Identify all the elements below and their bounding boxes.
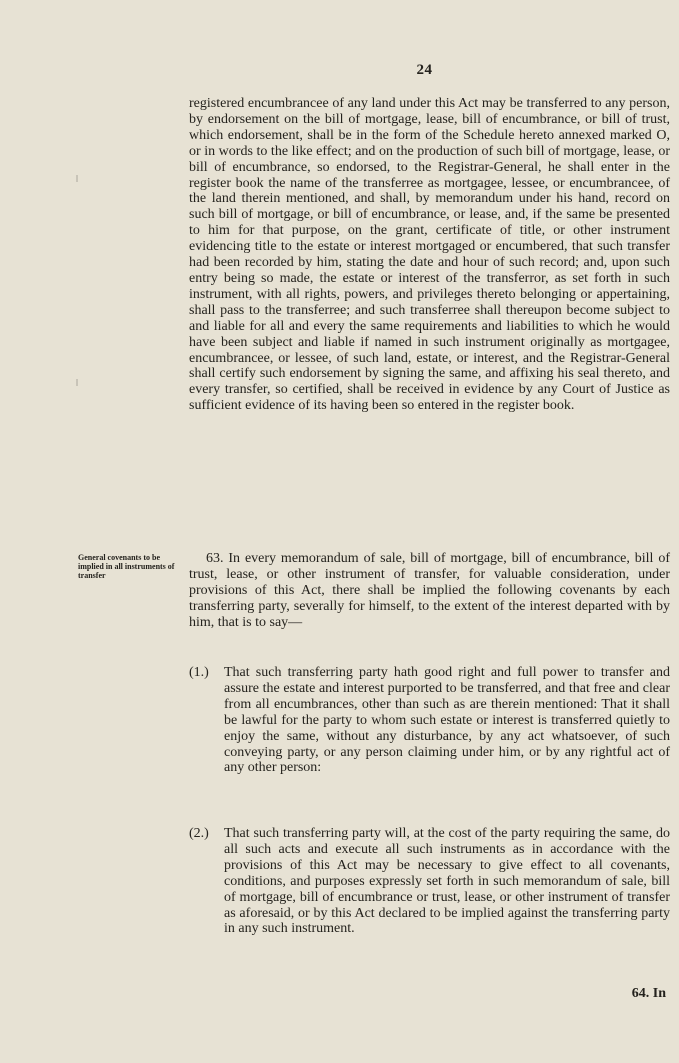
- catchword: 64. In: [631, 986, 666, 1001]
- clause-text: That such transferring party hath good right and full power to transfer and assure the estate and interest purported to be transferred, and that free and clear from all encumbrances, other than such as are therein mentioned: That it shall be lawful for the party to whom such estate or interest is transferred quietly to enjoy the same, without any disturbance, by any act whatsoever, of such conveying party, or any person claiming under him, or by any rightful act of any other person:: [224, 665, 670, 776]
- margin-mark: ǀ: [76, 174, 79, 185]
- margin-mark: ǀ: [76, 378, 79, 389]
- continued-paragraph: registered encumbrancee of any land under this Act may be transferred to any person, by endorsement on the bill of mortgage, lease, bill of encumbrance, or bill of trust, which endorsement, shall be in the form of the Schedule hereto annexed marked O, or in words to the like effect; and on the production of such bill of mortgage, lease, or bill of encumbrance, so endorsed, to the Registrar-General, he shall enter in the register book the name of the transferree as mortgagee, lessee, or encumbrancee, of the land therein mentioned, and shall, by memorandum under his hand, record on such bill of mortgage, or bill of encumbrance, or lease, and, if the same be presented to him for that purpose, on the grant, certificate of title, or other instrument evidencing title to the estate or interest mortgaged or encumbered, that such transfer had been recorded by him, stating the date and hour of such record; and, upon such entry being so made, the estate or interest of the transferror, as set forth in such instrument, with all rights, powers, and privileges thereto belonging or appertaining, shall pass to the transferree; and such transferree shall thereupon become subject to and liable for all and every the same requirements and liabilities to which he would have been subject and liable if named in such instrument originally as mortgagee, encumbrancee, or lessee, of such land, estate, or interest, and the Registrar-General shall certify such endorsement by signing the same, and affixing his seal thereto, and every transfer, so certified, shall be received in evidence by any Court of Justice as sufficient evidence of its having been so entered in the register book.: [189, 96, 670, 414]
- page-number: 24: [416, 62, 433, 78]
- clause-2: [189, 826, 670, 937]
- clause-number: (1.): [189, 665, 209, 680]
- clause-1: [189, 665, 670, 776]
- marginal-note: General covenants to be implied in all instruments of transfer: [78, 553, 175, 580]
- clause-text: That such transferring party will, at the cost of the party requiring the same, do all such acts and execute all such instruments as in accordance with the provisions of this Act may be necessary to give effect to all covenants, conditions, and purposes expressly set forth in such memorandum of sale, bill of mortgage, bill of encumbrance or trust, lease, or other instrument of transfer as aforesaid, or by this Act declared to be implied against the transferring party in any such instrument.: [224, 826, 670, 937]
- clause-number: (2.): [189, 826, 209, 841]
- section-63: 63. In every memorandum of sale, bill of mortgage, bill of encumbrance, bill of trust, lease, or other instrument of transfer, for valuable consideration, under provisions of this Act, there shall be implied the following covenants by each transferring party, severally for himself, to the extent of the interest departed with by him, that is to say—: [189, 551, 670, 630]
